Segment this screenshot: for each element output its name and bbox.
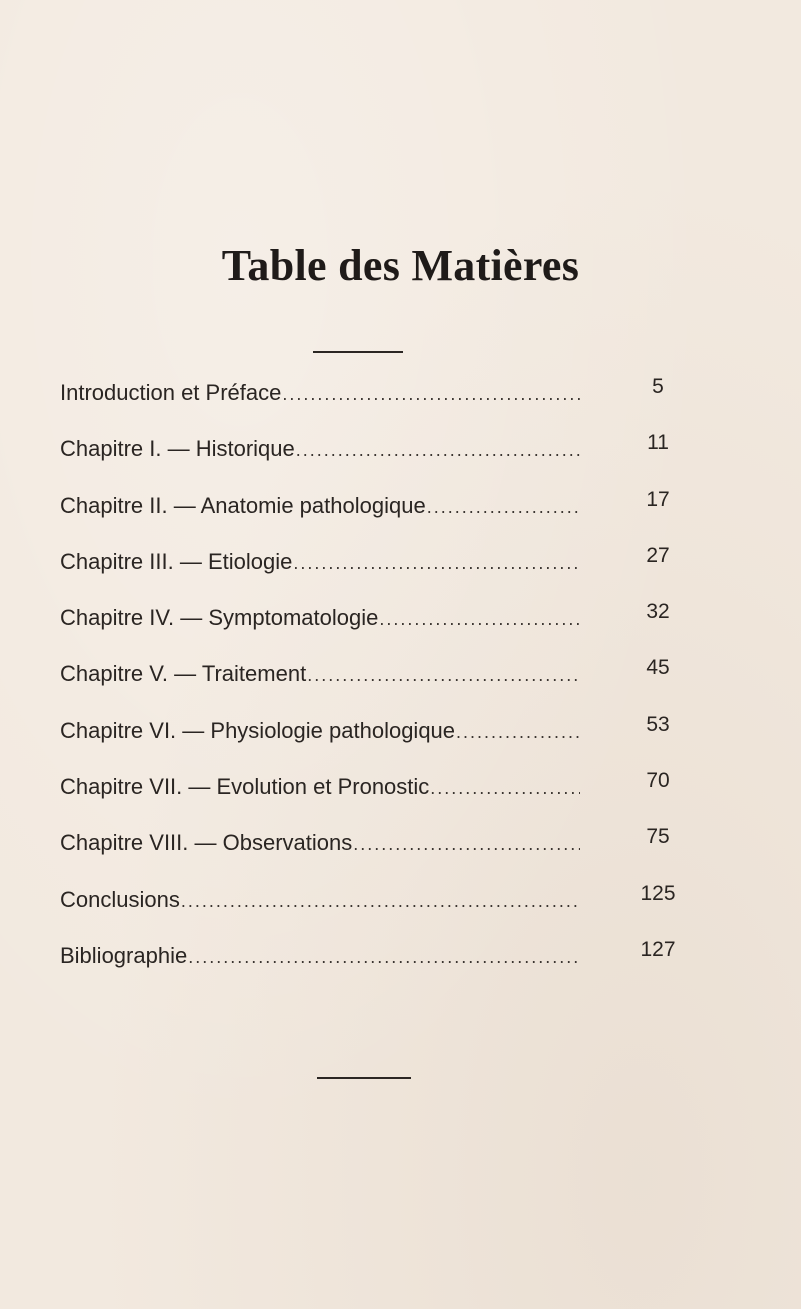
toc-entry <box>60 656 670 717</box>
toc-entry-label: Introduction et Préface <box>60 380 282 405</box>
dot-leader <box>293 550 580 576</box>
toc-entry-page: 127 <box>640 937 676 961</box>
toc-entry-label: Chapitre II. — Anatomie pathologique <box>60 492 426 518</box>
toc-entry <box>60 825 670 886</box>
toc-entry <box>60 600 670 661</box>
toc-entry <box>60 487 670 549</box>
toc-entry-label: Chapitre I. — Historique <box>60 436 295 462</box>
toc-entry-label: Chapitre VII. — Evolution et Pronostic <box>60 774 430 800</box>
toc-entry-page: 11 <box>647 431 669 455</box>
dot-leader <box>188 944 580 970</box>
toc-entry-label: Conclusions <box>60 886 180 912</box>
dot-leader <box>296 437 580 463</box>
toc-entry-label: Bibliographie <box>60 942 188 968</box>
table-of-contents <box>60 375 676 999</box>
toc-entry-page: 45 <box>646 656 670 680</box>
toc-entry-page: 75 <box>646 825 670 849</box>
toc-entry <box>60 937 676 999</box>
toc-entry-page: 27 <box>646 543 670 567</box>
toc-entry <box>60 769 670 830</box>
toc-entry <box>60 431 669 492</box>
toc-entry <box>60 712 670 774</box>
toc-entry <box>60 543 670 605</box>
toc-entry-page: 5 <box>652 375 664 398</box>
dot-leader <box>181 888 580 914</box>
toc-entry-label: Chapitre VI. — Physiologie pathologique <box>60 717 456 743</box>
toc-entry-label: Chapitre III. — Etiologie <box>60 548 293 574</box>
toc-entry-page: 70 <box>646 769 670 793</box>
dot-leader <box>307 662 580 688</box>
page-title: Table des Matières <box>221 241 580 290</box>
toc-entry-label: Chapitre V. — Traitement <box>60 661 307 687</box>
dot-leader <box>427 494 580 520</box>
toc-entry <box>60 375 664 436</box>
dot-leader <box>379 606 580 632</box>
dot-leader <box>282 381 580 407</box>
toc-entry-page: 17 <box>646 487 670 511</box>
toc-entry-label: Chapitre VIII. — Observations <box>60 830 353 856</box>
toc-entry-page: 53 <box>646 712 670 736</box>
toc-entry <box>60 881 676 943</box>
dot-leader <box>456 719 580 745</box>
closing-rule <box>317 1077 411 1079</box>
toc-entry-page: 32 <box>646 600 670 624</box>
title-rule <box>313 351 403 353</box>
toc-entry-label: Chapitre IV. — Symptomatologie <box>60 605 379 631</box>
dot-leader <box>353 831 580 857</box>
dot-leader <box>430 775 580 801</box>
toc-entry-page: 125 <box>640 881 676 905</box>
